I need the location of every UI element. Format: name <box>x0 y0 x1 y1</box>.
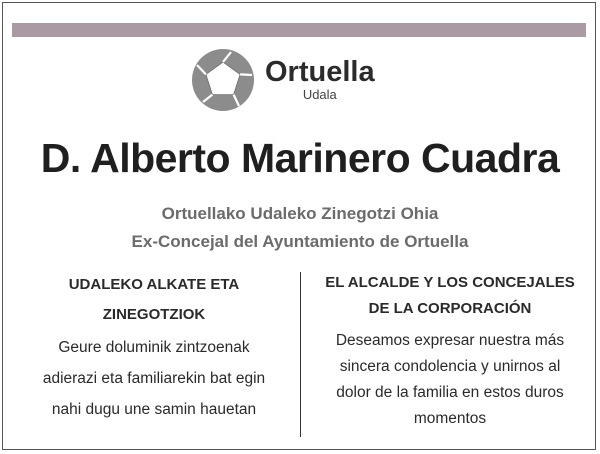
title-line: EL ALCALDE Y LOS CONCEJALES <box>325 274 575 291</box>
role-basque: Ortuellako Udaleko Zinegotzi Ohia <box>161 204 439 223</box>
basque-message-title <box>14 270 294 330</box>
body-line: Geure doluminik zintzoenak <box>58 339 250 356</box>
pentagon-ring-logo-icon <box>191 48 255 112</box>
title-line: UDALEKO ALKATE ETA <box>68 276 240 293</box>
basque-message-column <box>14 270 294 425</box>
role-spanish: Ex-Concejal del Ayuntamiento de Ortuella <box>131 232 469 251</box>
deceased-name: D. Alberto Marinero Cuadra <box>40 135 560 181</box>
body-line: sincera condolencia y unirnos al <box>339 358 561 375</box>
body-line: nahi dugu une samin hauetan <box>51 401 257 418</box>
column-divider <box>300 272 301 437</box>
logo-name: Ortuella <box>265 56 375 88</box>
basque-message-body <box>14 332 294 425</box>
spanish-message-body <box>312 328 588 432</box>
body-line: momentos <box>413 410 487 427</box>
spanish-message-column <box>312 270 588 432</box>
top-color-bar <box>12 23 586 37</box>
body-line: dolor de la familia en estos duros <box>336 384 564 401</box>
spanish-message-title <box>312 270 588 322</box>
logo-text <box>265 57 375 103</box>
title-line: ZINEGOTZIOK <box>102 306 206 323</box>
body-line: Deseamos expresar nuestra más <box>335 332 565 349</box>
ortuella-logo <box>191 48 375 112</box>
body-line: adierazi eta familiarekin bat egin <box>42 370 266 387</box>
title-line: DE LA CORPORACIÓN <box>368 300 532 317</box>
logo-subtitle: Udala <box>302 87 337 102</box>
